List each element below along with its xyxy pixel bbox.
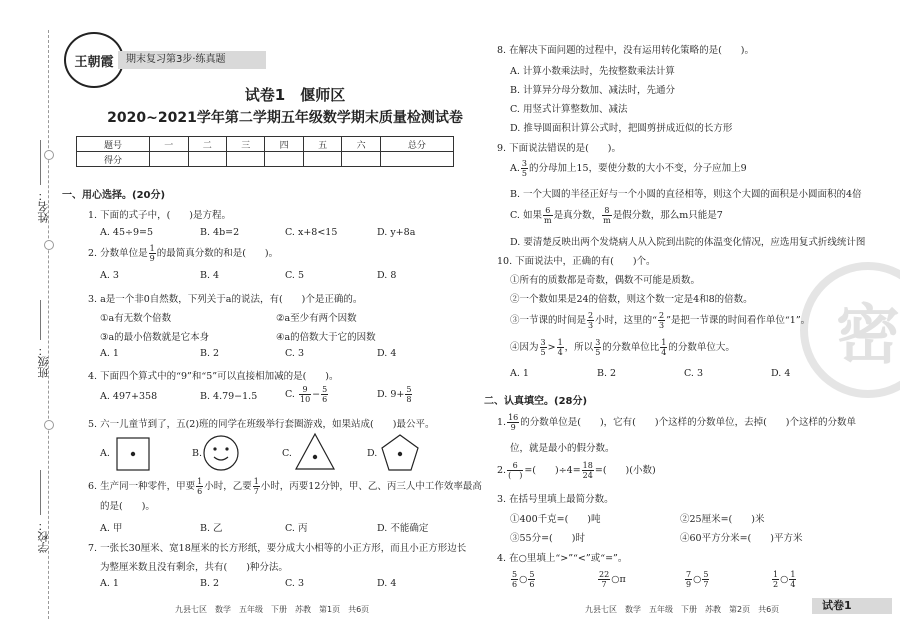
fraction: [685, 570, 692, 589]
numerator: 18: [582, 461, 593, 470]
question-7: 7. 一张长30厘米、宽18厘米的长方形纸，要分成大小相等的小正方形，而且小正方形边长: [88, 543, 467, 554]
q9-a-letter: A.: [510, 163, 520, 174]
fraction: [405, 385, 412, 404]
score-header-cell: 总分: [380, 137, 453, 152]
fraction: [507, 461, 523, 480]
score-cell[interactable]: [265, 152, 303, 167]
fraction: [528, 570, 535, 589]
q5-option-b[interactable]: B.: [192, 448, 203, 459]
q10-s3-text-c: ”是把一节课的时间看作单位“1”。: [666, 315, 811, 326]
numerator: 1: [253, 477, 259, 486]
numerator: 5: [322, 385, 328, 394]
question-5: 5. 六一儿童节到了，五(2)班的同学在班级举行套圈游戏，如果站成( )最公平。: [88, 419, 435, 430]
f4-compare-3[interactable]: [684, 570, 710, 589]
square-shape-icon: [115, 436, 151, 472]
denominator: 9: [510, 423, 516, 432]
score-cell[interactable]: [342, 152, 380, 167]
fraction: [557, 338, 564, 357]
score-cell[interactable]: [188, 152, 226, 167]
q8-option-b[interactable]: B. 计算异分母分数加、减法时，先通分: [510, 85, 676, 96]
f3-item-3[interactable]: ③55分=( )时: [510, 533, 585, 544]
denominator: 5: [521, 169, 527, 178]
numerator: 2: [588, 311, 594, 320]
numerator: 1: [790, 570, 796, 579]
score-header-cell: 六: [342, 137, 380, 152]
numerator: 5: [512, 570, 518, 579]
numerator: 1: [197, 477, 203, 486]
logo: 王朝霞: [64, 32, 124, 88]
q8-option-c[interactable]: C. 用竖式计算整数加、减法: [510, 104, 628, 115]
q4-option-c-letter: C.: [285, 389, 295, 400]
numerator: 7: [686, 570, 692, 579]
q7-option-b[interactable]: B. 2: [200, 578, 220, 589]
q6-text-c: 小时，丙要12分钟，甲、乙、丙三人中工作效率最高: [260, 481, 482, 492]
f2-number: 2.: [497, 465, 507, 476]
denominator: 2: [773, 580, 779, 589]
denominator: 9: [686, 580, 692, 589]
fraction: [598, 570, 610, 589]
denominator-blank[interactable]: ( ): [508, 471, 523, 480]
q5-option-d[interactable]: D.: [367, 448, 378, 459]
q10-statement-4: [510, 338, 735, 357]
q9-c-text-c: 是假分数，那么m只能是7: [612, 210, 723, 221]
greater-than: >: [547, 342, 556, 353]
question-3: 3. a是一个非0自然数，下列关于a的说法，有( )个是正确的。: [88, 294, 363, 305]
f4-compare-1[interactable]: [510, 570, 536, 589]
question-2: [88, 244, 278, 263]
denominator: 6: [197, 487, 203, 496]
q1-option-a[interactable]: A. 45÷9=5: [100, 227, 153, 238]
fill-question-2: [497, 461, 656, 480]
minus-sign: −: [312, 389, 321, 400]
score-cell[interactable]: [380, 152, 453, 167]
score-cell[interactable]: [303, 152, 341, 167]
fraction: [587, 311, 594, 330]
numerator: 8: [602, 206, 612, 216]
compare-circle[interactable]: ○: [693, 574, 702, 585]
q10-option-d[interactable]: D. 4: [771, 368, 791, 379]
q10-s4-text-e: 的分数单位大。: [668, 342, 735, 353]
fraction: [702, 570, 709, 589]
q9-c-text-a: C. 如果: [510, 210, 542, 221]
fraction: [772, 570, 779, 589]
f4-compare-2[interactable]: [597, 570, 626, 589]
fraction: [507, 413, 519, 432]
fraction: [521, 159, 528, 178]
q10-s3-text-b: 小时，这里的“: [595, 315, 657, 326]
q6-text-b: 小时，乙要: [204, 481, 252, 492]
q4-option-d-text: D. 9+: [377, 389, 405, 400]
f1-number: 1.: [497, 417, 507, 428]
question-6: [88, 477, 482, 496]
numerator: 16: [508, 413, 519, 422]
q9-a-text: 的分母加上15，要使分数的大小不变，分子应加上9: [528, 163, 747, 174]
f3-item-2[interactable]: ②25厘米=( )米: [680, 514, 765, 525]
q2-option-c[interactable]: C. 5: [285, 270, 305, 281]
denominator: 3: [658, 321, 665, 330]
q3-option-d[interactable]: D. 4: [377, 348, 397, 359]
pi-symbol: π: [619, 574, 626, 585]
f2-text-c: =( )(小数): [594, 465, 656, 476]
school-blank[interactable]: [40, 470, 41, 515]
q9-option-b[interactable]: B. 一个大圆的半径正好与一个小圆的直径相等，则这个大圆的面积是小圆面积的4倍: [510, 189, 862, 200]
q7-option-d[interactable]: D. 4: [377, 578, 397, 589]
numerator: 3: [595, 338, 601, 347]
q4-option-b[interactable]: B. 4.79−1.5: [200, 391, 258, 402]
denominator: 7: [601, 580, 607, 589]
paper-tag: 试卷1: [812, 598, 892, 614]
fraction: [321, 385, 328, 404]
q2-option-a[interactable]: A. 3: [100, 270, 119, 281]
denominator: 5: [595, 348, 601, 357]
denominator: 24: [582, 471, 593, 480]
pentagon-shape-icon: [380, 433, 420, 473]
denominator: 8: [406, 395, 412, 404]
q4-option-a[interactable]: A. 497+358: [100, 391, 158, 402]
q4-option-d[interactable]: [377, 385, 413, 404]
question-7-cont: 为整厘米数且没有剩余，共有( )种分法。: [100, 562, 288, 573]
q9-c-text-b: 是真分数，: [553, 210, 602, 221]
q3-option-a[interactable]: A. 1: [100, 348, 119, 359]
denominator: m: [603, 216, 611, 225]
q6-text-a: 6. 生产同一种零件，甲要: [88, 481, 196, 492]
score-header-cell: 五: [303, 137, 341, 152]
section-2-heading: 二、认真填空。(28分): [484, 396, 588, 407]
denominator: 5: [540, 348, 546, 357]
question-6-cont: 的是( )。: [100, 501, 155, 512]
q9-option-d[interactable]: D. 要清楚反映出两个发烧病人从入院到出院的体温变化情况，应选用复式折线统计图: [510, 237, 866, 248]
numerator: 6: [543, 206, 553, 216]
f3-item-1[interactable]: ①400千克=( )吨: [510, 514, 601, 525]
score-header-cell: 题号: [77, 137, 150, 152]
q3-statement-3: ③a的最小倍数就是它本身: [100, 332, 210, 343]
fill-question-3: 3. 在括号里填上最简分数。: [497, 494, 614, 505]
q3-option-b[interactable]: B. 2: [200, 348, 220, 359]
q10-statement-2: ②一个数如果是24的倍数，则这个数一定是4和8的倍数。: [510, 294, 753, 305]
numerator: 5: [529, 570, 535, 579]
score-table-score-row: [77, 152, 454, 167]
q8-option-a[interactable]: A. 计算小数乘法时，先按整数乘法计算: [510, 66, 675, 77]
score-header-cell: 三: [226, 137, 264, 152]
numerator: 6: [507, 461, 523, 471]
fraction: [789, 570, 796, 589]
fraction: [511, 570, 518, 589]
question-4: 4. 下面四个算式中的“9”和“5”可以直接相加减的是( )。: [88, 371, 339, 382]
score-table-header-row: [77, 137, 454, 152]
score-cell[interactable]: [150, 152, 188, 167]
fill-question-1-cont: 位，就是最小的假分数。: [510, 443, 615, 454]
score-cell[interactable]: [226, 152, 264, 167]
q10-option-b[interactable]: B. 2: [597, 368, 617, 379]
fraction: [149, 244, 156, 263]
q10-statement-3: [510, 311, 810, 330]
question-10: 10. 下面说法中，正确的有( )个。: [497, 256, 656, 267]
denominator: m: [543, 216, 552, 225]
q5-option-a[interactable]: A.: [100, 448, 110, 459]
denominator: 7: [253, 487, 259, 496]
numerator: 22: [599, 570, 610, 579]
numerator: 3: [521, 159, 527, 168]
q6-option-d[interactable]: D. 不能确定: [377, 523, 429, 534]
numerator: 1: [557, 338, 563, 347]
fraction: [658, 311, 665, 330]
q10-statement-1: ①所有的质数都是奇数，偶数不可能是质数。: [510, 275, 701, 286]
score-table: [76, 136, 454, 167]
q9-option-a[interactable]: [510, 159, 747, 178]
f2-text-b: =( )÷4=: [524, 465, 581, 476]
question-8: 8. 在解决下面问题的过程中，没有运用转化策略的是( )。: [497, 45, 754, 56]
step-banner: 期末复习第3步·练真题: [118, 51, 266, 69]
class-label: 班级：: [37, 345, 50, 378]
q3-statement-4: ④a的倍数大于它的因数: [276, 332, 376, 343]
question-1: 1. 下面的式子中，( )是方程。: [88, 210, 231, 221]
binding-hole: [44, 240, 54, 250]
section-1-heading: 一、用心选择。(20分): [62, 190, 166, 201]
page-footer-left: 九县七区 数学 五年级 下册 苏教 第1页 共6页: [175, 605, 370, 614]
score-row-label: 得分: [77, 152, 150, 167]
exam-title: 2020~2021学年第二学期五年级数学期末质量检测试卷: [107, 110, 463, 126]
q10-option-a[interactable]: A. 1: [510, 368, 529, 379]
q7-option-c[interactable]: C. 3: [285, 578, 305, 589]
fraction: [582, 461, 594, 480]
fraction: [660, 338, 667, 357]
fraction: [543, 206, 553, 225]
numerator: 3: [540, 338, 546, 347]
fraction: [196, 477, 203, 496]
q2-option-b[interactable]: B. 4: [200, 270, 220, 281]
fill-question-4: 4. 在○里填上“>”“<”或“=”。: [497, 553, 628, 564]
fraction: [299, 385, 311, 404]
denominator: 10: [299, 395, 311, 404]
score-header-cell: 二: [188, 137, 226, 152]
q2-text-a: 2. 分数单位是: [88, 248, 148, 259]
q1-option-d[interactable]: D. y+8a: [377, 227, 416, 238]
q1-option-b[interactable]: B. 4b=2: [200, 227, 240, 238]
q10-option-c[interactable]: C. 3: [684, 368, 704, 379]
f1-text: 的分数单位是( )，它有( )个这样的分数单位，去掉( )个这样的分数单: [520, 417, 857, 428]
numerator: 1: [661, 338, 667, 347]
q7-option-a[interactable]: A. 1: [100, 578, 119, 589]
denominator: 4: [557, 348, 563, 357]
q8-option-d[interactable]: D. 推导圆面积计算公式时，把圆剪拼成近似的长方形: [510, 123, 733, 134]
q3-statement-1: ①a有无数个倍数: [100, 313, 172, 324]
q10-s4-text-c: ，所以: [564, 342, 594, 353]
denominator: 4: [661, 348, 667, 357]
denominator: 3: [588, 321, 594, 330]
binding-hole: [44, 150, 54, 160]
confidential-watermark: 密: [800, 262, 900, 398]
numerator: 9: [299, 385, 311, 395]
numerator: 2: [658, 311, 665, 320]
q3-statement-2: ②a至少有两个因数: [276, 313, 357, 324]
circle-smiley-icon: [202, 434, 240, 472]
denominator: 7: [703, 580, 709, 589]
q10-s3-text-a: ③一节课的时间是: [510, 315, 587, 326]
f4-compare-4[interactable]: [771, 570, 797, 589]
q1-option-c[interactable]: C. x+8<15: [285, 227, 338, 238]
q10-s4-text-d: 的分数单位比: [602, 342, 660, 353]
q4-option-c[interactable]: [285, 385, 329, 404]
compare-circle[interactable]: ○: [780, 574, 789, 585]
score-header-cell: 四: [265, 137, 303, 152]
denominator: 6: [529, 580, 535, 589]
fraction: [594, 338, 601, 357]
fraction: [253, 477, 260, 496]
q2-option-d[interactable]: D. 8: [377, 270, 397, 281]
numerator: 1: [773, 570, 779, 579]
numerator: 5: [703, 570, 709, 579]
denominator: 4: [790, 580, 796, 589]
question-9: 9. 下面说法错误的是( )。: [497, 143, 621, 154]
q3-option-c[interactable]: C. 3: [285, 348, 305, 359]
name-label: 姓名：: [37, 190, 50, 223]
paper-title: 试卷1 偃师区: [244, 86, 346, 104]
fill-question-1: [497, 413, 856, 432]
fraction: [602, 206, 612, 225]
q2-text-b: 的最简真分数的和是( )。: [156, 248, 279, 259]
f3-item-4[interactable]: ④60平方分米=( )平方米: [680, 533, 803, 544]
q5-option-c[interactable]: C.: [282, 448, 292, 459]
q6-option-c[interactable]: C. 丙: [285, 523, 308, 534]
school-label: 学校：: [37, 520, 50, 553]
compare-circle[interactable]: ○: [519, 574, 528, 585]
triangle-shape-icon: [294, 432, 336, 472]
q10-s4-text-a: ④因为: [510, 342, 539, 353]
page-footer-right: 九县七区 数学 五年级 下册 苏教 第2页 共6页: [585, 605, 780, 614]
fraction: [540, 338, 547, 357]
compare-circle[interactable]: ○: [611, 574, 620, 585]
denominator: 6: [512, 580, 518, 589]
numerator: 1: [149, 244, 155, 253]
name-blank[interactable]: [40, 140, 41, 185]
denominator: 6: [322, 395, 328, 404]
q6-option-a[interactable]: A. 甲: [100, 523, 123, 534]
q9-option-c[interactable]: [510, 206, 723, 225]
numerator: 5: [406, 385, 412, 394]
binding-hole: [44, 420, 54, 430]
denominator: 9: [149, 254, 155, 263]
class-blank[interactable]: [40, 300, 41, 340]
q6-option-b[interactable]: B. 乙: [200, 523, 223, 534]
score-header-cell: 一: [150, 137, 188, 152]
